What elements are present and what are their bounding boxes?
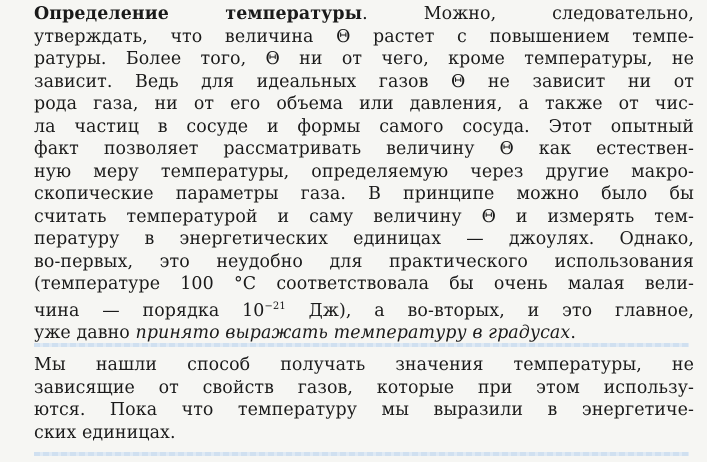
text-line: Мы нашли способ получать значения температуры, не <box>34 355 694 375</box>
text-line: факт позволяет рассматривать величину Θ как естествен- <box>34 139 694 159</box>
text-line: рода газа, ни от его объема или давления, а также от чис- <box>34 94 694 114</box>
text-line: утверждать, что величина Θ растет с повышением темпе- <box>34 26 694 47</box>
text-line: ла частиц в сосуде и формы самого сосуда. Этот опытный <box>34 116 694 137</box>
text-line: пературу в энергетических единицах — джоулях. Однако, <box>34 229 694 249</box>
text-line: зависящие от свойств газов, которые при этом использу- <box>34 377 694 398</box>
text-line: уже давно принято выражать температуру в градусах. <box>34 323 576 343</box>
paragraph-temperature-definition <box>34 3 694 345</box>
divider-rule <box>34 452 689 456</box>
text-line: во-первых, это неудобно для практического использования <box>34 251 694 272</box>
text-line: чина — порядка $10^{-21}$ Дж), а во-вторых, и это главное, <box>34 300 695 321</box>
text-line: зависит. Ведь для идеальных газов Θ не зависит ни от <box>34 71 694 92</box>
paragraph-summary <box>34 354 694 444</box>
text-line: ются. Пока что температуру мы выразили в энергетиче- <box>34 400 694 420</box>
text-line: скопические параметры газа. В принципе можно было бы <box>34 184 694 204</box>
text-line: (температуре 100 °С соответствовала бы очень малая вели- <box>34 274 694 294</box>
text-line: считать температурой и саму величину Θ и измерять тем- <box>34 206 694 227</box>
text-line: Определение температуры. Можно, следовательно, <box>34 4 694 24</box>
divider-rule <box>34 343 689 347</box>
text-line: ратуры. Более того, Θ ни от чего, кроме температуры, не <box>34 49 694 69</box>
text-line: ную меру температуры, определяемую через другие макро- <box>34 161 694 182</box>
text-line: ских единицах. <box>34 422 176 443</box>
exponent: −21 <box>264 300 286 312</box>
section-heading: Определение температуры <box>34 4 363 24</box>
emphasis-text: принято выражать температуру в градусах <box>135 323 571 343</box>
